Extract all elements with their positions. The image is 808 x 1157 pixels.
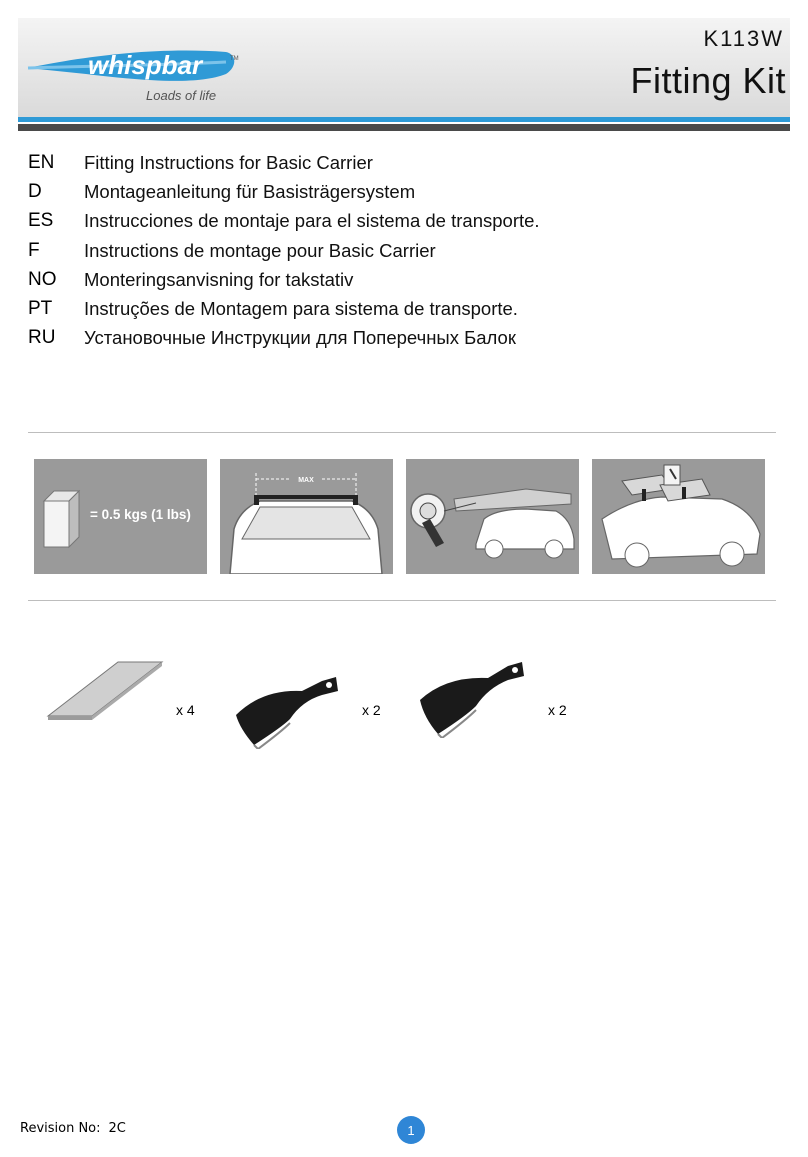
header-accent-bar [18,117,790,122]
lang-text: Montageanleitung für Basisträgersystem [84,180,416,202]
max-label: MAX [298,477,314,484]
qty-bracket-left: x 2 [362,702,381,718]
revision-info [20,1121,126,1136]
lang-code: ES [28,210,54,232]
lang-row-f [28,236,768,265]
bracket-left-icon [232,665,344,749]
page-number-badge: 1 [397,1116,425,1144]
model-code: K113W [703,26,784,51]
lang-row-en [28,148,768,177]
car-roof-load-icon [592,459,765,574]
divider-bottom [28,600,776,601]
qty-pads: x 4 [176,702,195,718]
lang-code: NO [28,268,57,290]
qty-bracket-right: x 2 [548,702,567,718]
language-list [28,148,768,353]
page-title: Fitting Kit [630,60,786,101]
lang-code: F [28,239,40,261]
whispbar-logo [26,40,256,110]
lang-row-d [28,177,768,206]
lang-text: Monteringsanvisning for takstativ [84,268,354,290]
rubber-pad-icon [46,660,164,722]
svg-text:whispbar: whispbar [88,50,203,80]
divider-top [28,432,776,433]
weight-label: = 0.5 kgs (1 lbs) [90,507,191,522]
lang-row-ru [28,324,768,353]
lang-text: Instructions de montage pour Basic Carrier [84,239,436,261]
max-width-panel [220,459,393,574]
revision-value: 2C [108,1121,126,1136]
strap-panel [406,459,579,574]
car-front-icon [220,459,393,574]
lang-code: RU [28,327,56,349]
roof-load-panel [592,459,765,574]
lang-row-no [28,265,768,294]
weight-panel [34,459,207,574]
lang-code: D [28,180,42,202]
strap-car-icon [406,459,579,574]
lang-code: EN [28,151,55,173]
lang-code: PT [28,298,53,320]
lang-text: Instrucciones de montaje para el sistema de transporte. [84,210,540,232]
svg-text:Loads of life: Loads of life [146,88,217,103]
lang-row-es [28,207,768,236]
bracket-right-icon [416,656,528,738]
lang-text: Fitting Instructions for Basic Carrier [84,151,373,173]
lang-text: Установочные Инструкции для Поперечных Балок [84,327,516,349]
lang-row-pt [28,294,768,323]
revision-label: Revision No: [20,1121,101,1136]
lang-text: Instruções de Montagem para sistema de transporte. [84,298,518,320]
svg-text:TM: TM [230,56,239,62]
header-dark-bar [18,124,790,131]
